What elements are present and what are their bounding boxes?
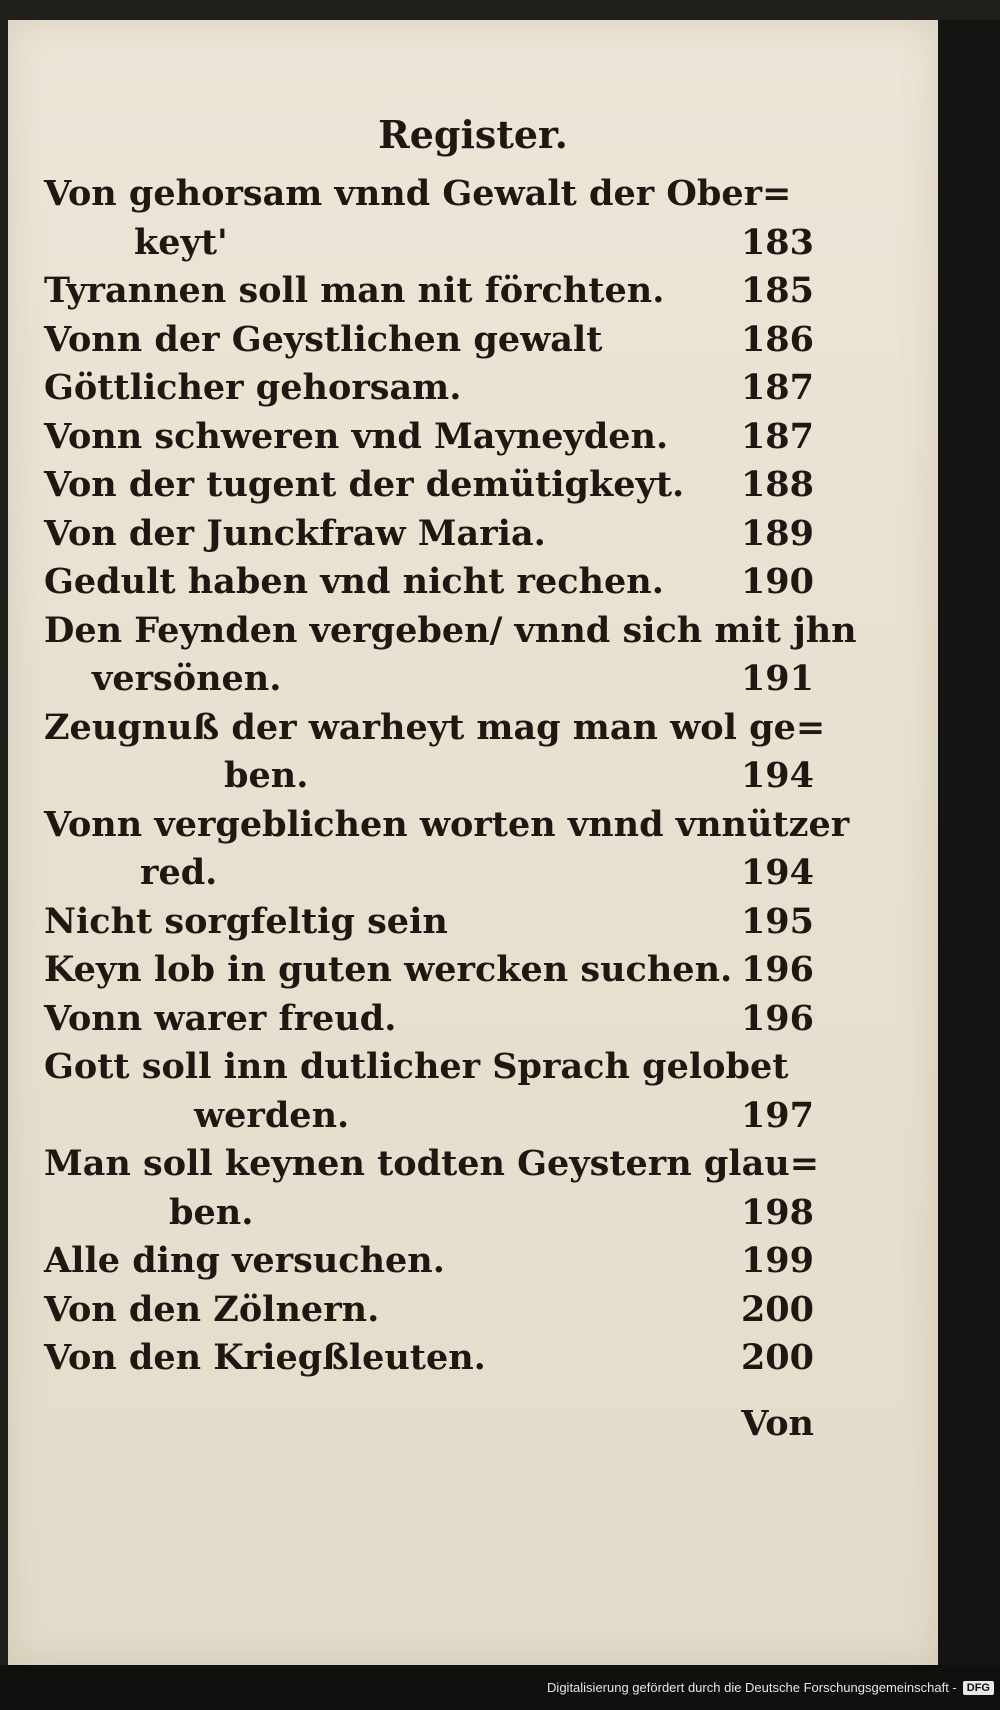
funding-credit: Digitalisierung gefördert durch die Deutsche Forschungsgemeinschaft - bbox=[547, 1680, 957, 1695]
entry-text-continued: werden. bbox=[194, 1094, 350, 1136]
entry-page-number: 196 bbox=[740, 997, 814, 1039]
entry-text: Zeugnuß der warheyt mag man wol ge= bbox=[44, 706, 826, 748]
entry-text: Nicht sorgfeltig sein bbox=[44, 900, 448, 942]
entry-text: Vonn schweren vnd Mayneyden. bbox=[44, 415, 669, 457]
register-entry bbox=[44, 1237, 814, 1286]
entry-text: Vonn warer freud. bbox=[44, 997, 397, 1039]
entry-page-number: 199 bbox=[740, 1240, 814, 1281]
entry-text: Den Feynden vergeben/ vnnd sich mit jhn bbox=[44, 609, 857, 651]
register-entry bbox=[44, 946, 814, 995]
entry-text-continued: ben. bbox=[169, 1191, 254, 1233]
register-entry bbox=[44, 704, 826, 801]
register-entry bbox=[44, 558, 814, 607]
entry-text: Gott soll inn dutlicher Sprach gelobet bbox=[44, 1046, 789, 1087]
entry-text: Keyn lob in guten wercken suchen. bbox=[44, 949, 733, 990]
footer-bar bbox=[0, 1665, 1000, 1710]
register-entry bbox=[44, 1334, 814, 1383]
register-entry bbox=[44, 801, 850, 898]
entry-text-continued: versönen. bbox=[92, 658, 282, 699]
entry-page-number: 200 bbox=[740, 1337, 814, 1378]
entry-text: Gedult haben vnd nicht rechen. bbox=[44, 561, 664, 602]
register-entry bbox=[44, 898, 814, 947]
entry-page-number: 185 bbox=[740, 270, 814, 311]
register-entry bbox=[44, 316, 814, 365]
register-entry bbox=[44, 413, 814, 462]
register-entry bbox=[44, 1140, 820, 1237]
entry-page-number: 197 bbox=[740, 1094, 814, 1136]
entry-page-number: 194 bbox=[740, 852, 814, 893]
scanner-background bbox=[938, 20, 1000, 1665]
entry-text: Man soll keynen todten Geystern glau= bbox=[44, 1143, 820, 1184]
catchword: Von bbox=[741, 1403, 814, 1444]
entry-page-number: 189 bbox=[740, 512, 814, 554]
entry-text: Vonn der Geystlichen gewalt bbox=[44, 318, 603, 360]
entry-text: Göttlicher gehorsam. bbox=[44, 367, 462, 408]
register-entry bbox=[44, 1043, 814, 1140]
register-entry bbox=[44, 995, 814, 1044]
register-entry bbox=[44, 461, 814, 510]
entry-page-number: 196 bbox=[740, 949, 814, 990]
entry-page-number: 195 bbox=[740, 900, 814, 942]
entry-text-continued: red. bbox=[140, 852, 218, 893]
register-entry bbox=[44, 267, 814, 316]
book-page bbox=[8, 20, 941, 1665]
entry-text: Von gehorsam vnnd Gewalt der Ober= bbox=[44, 173, 792, 214]
entry-text: Von den Kriegßleuten. bbox=[44, 1337, 486, 1378]
register-entry bbox=[44, 607, 857, 704]
entry-page-number: 200 bbox=[740, 1288, 814, 1330]
register-entry bbox=[44, 510, 814, 559]
entry-text: Von der Junckfraw Maria. bbox=[44, 512, 546, 554]
entry-page-number: 198 bbox=[740, 1191, 814, 1233]
entry-text: Alle ding versuchen. bbox=[44, 1240, 445, 1281]
entry-page-number: 183 bbox=[740, 221, 814, 263]
register-entry bbox=[44, 364, 814, 413]
entry-text: Von der tugent der demütigkeyt. bbox=[44, 464, 685, 505]
entry-page-number: 188 bbox=[740, 464, 814, 505]
entry-page-number: 186 bbox=[740, 318, 814, 360]
entry-text-continued: keyt' bbox=[134, 221, 228, 263]
entry-text: Von den Zölnern. bbox=[44, 1288, 380, 1330]
register-entry bbox=[44, 1286, 814, 1335]
dfg-logo-icon: DFG bbox=[963, 1681, 994, 1695]
entry-text: Tyrannen soll man nit förchten. bbox=[44, 270, 665, 311]
entry-text: Vonn vergeblichen worten vnnd vnnützer bbox=[44, 803, 850, 845]
entry-page-number: 187 bbox=[740, 367, 814, 408]
register-entry bbox=[44, 170, 814, 267]
entry-text-continued: ben. bbox=[224, 755, 309, 796]
entry-page-number: 187 bbox=[740, 415, 814, 457]
entry-page-number: 190 bbox=[740, 561, 814, 602]
register-list bbox=[44, 170, 857, 1383]
entry-page-number: 191 bbox=[740, 658, 814, 699]
page-header: Register. bbox=[378, 112, 568, 157]
entry-page-number: 194 bbox=[740, 755, 814, 796]
